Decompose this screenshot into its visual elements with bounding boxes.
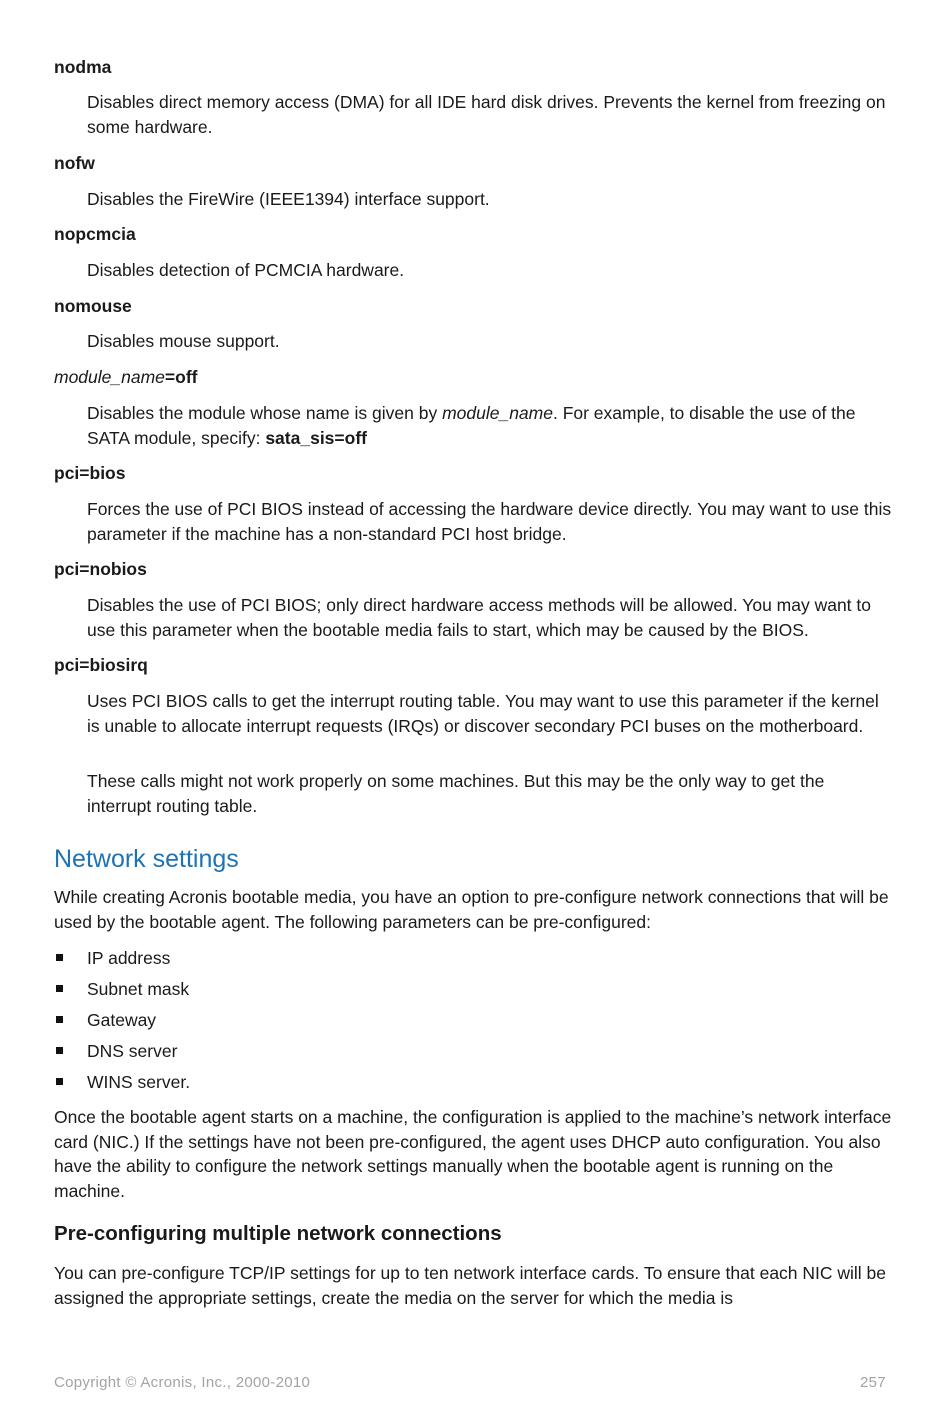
- param-desc-nomouse: Disables mouse support.: [87, 331, 280, 351]
- param-desc-pci-bios: Forces the use of PCI BIOS instead of accessing the hardware device directly. You may want to use this parameter if the machine has a non-standard PCI host bridge.: [87, 499, 892, 544]
- network-intro-paragraph: While creating Acronis bootable media, you have an option to pre-configure network connections that will be used by the bootable agent. The following parameters can be pre-configured:: [54, 887, 889, 932]
- bullet-square-icon: [56, 1047, 63, 1054]
- param-desc-module-name-part-b: . For example, to disable the use of the SATA module, specify:: [87, 403, 856, 448]
- param-term-nodma: nodma: [54, 57, 112, 77]
- param-term-pci-nobios: pci=nobios: [54, 559, 147, 579]
- param-desc-nofw: Disables the FireWire (IEEE1394) interface support.: [87, 189, 490, 209]
- section-heading-network-settings: Network settings: [54, 845, 239, 873]
- param-term-pci-biosirq: pci=biosirq: [54, 655, 148, 675]
- list-item-label: Gateway: [87, 1010, 157, 1030]
- bullet-square-icon: [56, 954, 63, 961]
- param-desc-nopcmcia: Disables detection of PCMCIA hardware.: [87, 260, 405, 280]
- list-item-label: IP address: [87, 948, 171, 968]
- param-desc-module-name: [87, 401, 892, 450]
- footer-copyright: Copyright © Acronis, Inc., 2000-2010: [54, 1374, 311, 1391]
- param-term-nomouse: nomouse: [54, 296, 132, 316]
- param-term-module-name-bold: =off: [164, 367, 198, 387]
- param-term-nopcmcia: nopcmcia: [54, 224, 136, 244]
- bullet-square-icon: [56, 1016, 63, 1023]
- param-desc-pci-nobios: Disables the use of PCI BIOS; only direct hardware access methods will be allowed. You may want to use this parameter when the bootable media fails to start, which may be caused by the BIOS.: [87, 595, 872, 640]
- list-item-label: WINS server.: [87, 1072, 191, 1092]
- list-item-label: DNS server: [87, 1041, 178, 1061]
- network-after-paragraph: Once the bootable agent starts on a machine, the configuration is applied to the machine’s network interface card (NIC.) If the settings have not been pre-configured, the agent uses DHCP auto configuration. You also have the ability to configure the network settings manually when the bootable agent is running on the machine.: [54, 1107, 892, 1201]
- param-desc-nodma: Disables direct memory access (DMA) for all IDE hard disk drives. Prevents the kernel from freezing on some hardware.: [87, 92, 886, 137]
- param-term-module-name: [54, 365, 197, 389]
- param-desc-pci-biosirq: Uses PCI BIOS calls to get the interrupt routing table. You may want to use this parameter if the kernel is unable to allocate interrupt requests (IRQs) or discover secondary PCI buses on the motherboard.: [87, 691, 879, 736]
- param-desc-module-name-italic: module_name: [442, 403, 553, 423]
- param-desc-module-name-part-a: Disables the module whose name is given by: [87, 403, 443, 423]
- list-item-label: Subnet mask: [87, 979, 190, 999]
- param-term-nofw: nofw: [54, 153, 95, 173]
- bullet-square-icon: [56, 985, 63, 992]
- param-term-pci-bios: pci=bios: [54, 463, 126, 483]
- param-desc-pci-biosirq-note: These calls might not work properly on some machines. But this may be the only way to get the interrupt routing table.: [87, 771, 825, 816]
- footer-page-number: 257: [860, 1374, 886, 1391]
- subsection-heading-multiple-connections: Pre-configuring multiple network connections: [54, 1222, 502, 1245]
- param-term-module-name-italic: module_name: [54, 367, 165, 387]
- bullet-square-icon: [56, 1078, 63, 1085]
- multiple-connections-paragraph: You can pre-configure TCP/IP settings for up to ten network interface cards. To ensure that each NIC will be assigned the appropriate settings, create the media on the server for which the media is: [54, 1263, 887, 1308]
- param-desc-module-name-example: sata_sis=off: [265, 427, 367, 448]
